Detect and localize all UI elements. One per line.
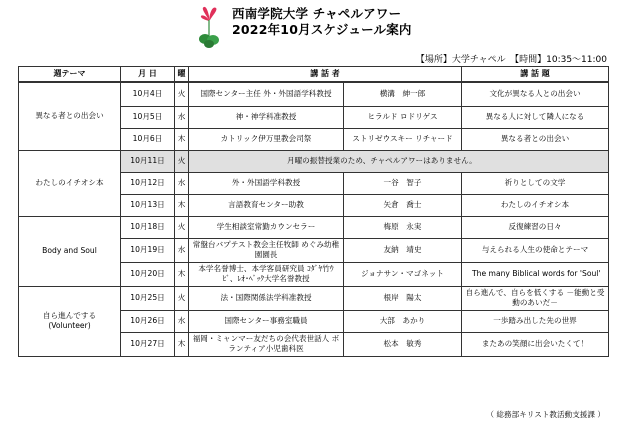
week-theme: 異なる者との出会い: [19, 82, 121, 150]
speaker-name: 一谷 智子: [344, 172, 462, 194]
talk-topic: 与えられる人生の使命とテーマ: [462, 238, 609, 262]
date-cell: 10月26日: [121, 310, 175, 332]
schedule-table: [18, 66, 609, 357]
table-row: [19, 216, 609, 238]
title-line-2: 2022年10月スケジュール案内: [232, 22, 412, 37]
dow-cell: 水: [175, 238, 189, 262]
speaker-name: ヒラルド ロドリゲス: [344, 106, 462, 128]
dow-cell: 木: [175, 262, 189, 286]
col-header-dow: 曜: [175, 67, 189, 83]
talk-topic: 自ら進んで、自らを低くする －能動と受動のあいだ－: [462, 286, 609, 310]
date-cell: 10月27日: [121, 332, 175, 356]
date-cell: 10月20日: [121, 262, 175, 286]
speaker-role: 国際センター主任 外・外国語学科教授: [189, 82, 344, 106]
talk-topic: またあの笑顔に出会いたくて！: [462, 332, 609, 356]
table-row: [19, 150, 609, 172]
dow-cell: 火: [175, 216, 189, 238]
talk-topic: 一歩踏み出した先の世界: [462, 310, 609, 332]
dow-cell: 火: [175, 82, 189, 106]
dow-cell: 火: [175, 150, 189, 172]
table-header-row: [19, 67, 609, 83]
date-cell: 10月13日: [121, 194, 175, 216]
dow-cell: 水: [175, 172, 189, 194]
talk-topic: 文化が異なる人との出会い: [462, 82, 609, 106]
date-cell: 10月12日: [121, 172, 175, 194]
speaker-role: 外・外国語学科教授: [189, 172, 344, 194]
dow-cell: 木: [175, 128, 189, 150]
date-cell: 10月25日: [121, 286, 175, 310]
date-cell: 10月6日: [121, 128, 175, 150]
dow-cell: 水: [175, 310, 189, 332]
date-cell: 10月5日: [121, 106, 175, 128]
cyclamen-logo: [198, 6, 220, 50]
dow-cell: 火: [175, 286, 189, 310]
week-theme: 自ら進んでする (Volunteer): [19, 286, 121, 356]
date-cell: 10月11日: [121, 150, 175, 172]
col-header-speakers: 講 話 者: [189, 67, 462, 83]
week-theme: わたしのイチオシ本: [19, 150, 121, 216]
title-line-1: 西南学院大学 チャペルアワー: [232, 6, 402, 21]
date-cell: 10月4日: [121, 82, 175, 106]
speaker-name: ストリゼウスキー リチャード: [344, 128, 462, 150]
speaker-role: 常盤台バプテスト教会主任牧師 めぐみ幼稚園園長: [189, 238, 344, 262]
place-time-info: 【場所】大学チャペル 【時間】10:35～11:00: [415, 55, 607, 65]
footer-department: （ 総務部キリスト教活動支援課 ）: [486, 410, 605, 419]
speaker-role: 福岡・ミャンマー友だちの会代表世話人 ボランティア小児歯科医: [189, 332, 344, 356]
table-row: [19, 286, 609, 310]
talk-topic: 異なる人に対して隣人になる: [462, 106, 609, 128]
speaker-name: 友納 靖史: [344, 238, 462, 262]
dow-cell: 木: [175, 332, 189, 356]
talk-topic: 反復練習の日々: [462, 216, 609, 238]
date-cell: 10月18日: [121, 216, 175, 238]
date-cell: 10月19日: [121, 238, 175, 262]
talk-topic: 異なる者との出会い: [462, 128, 609, 150]
speaker-role: 学生相談室常勤カウンセラー: [189, 216, 344, 238]
speaker-role: 神・神学科准教授: [189, 106, 344, 128]
dow-cell: 木: [175, 194, 189, 216]
col-header-theme: 週テーマ: [19, 67, 121, 83]
table-row: [19, 82, 609, 106]
col-header-date: 月 日: [121, 67, 175, 83]
speaker-role: 法・国際関係法学科准教授: [189, 286, 344, 310]
talk-topic: The many Biblical words for 'Soul': [462, 262, 609, 286]
speaker-name: 梅原 永実: [344, 216, 462, 238]
talk-topic: わたしのイチオシ本: [462, 194, 609, 216]
speaker-role: 本学名誉博士、本学客員研究員 ｺﾀﾞﾔ竹ｳﾋﾞ、ﾚｵ･ﾍﾞｯｸ大学名誉教授: [189, 262, 344, 286]
speaker-name: 矢倉 喬士: [344, 194, 462, 216]
no-service-notice: 月曜の振替授業のため、チャペルアワーはありません。: [189, 150, 609, 172]
speaker-role: カトリック伊万里教会司祭: [189, 128, 344, 150]
speaker-role: 国際センター事務室職員: [189, 310, 344, 332]
speaker-name: 横溝 紳一郎: [344, 82, 462, 106]
speaker-name: ジョナサン・マゴネット: [344, 262, 462, 286]
col-header-topic: 講 話 題: [462, 67, 609, 83]
speaker-name: 大部 あかり: [344, 310, 462, 332]
dow-cell: 水: [175, 106, 189, 128]
speaker-role: 言語教育センター助教: [189, 194, 344, 216]
week-theme: Body and Soul: [19, 216, 121, 286]
speaker-name: 松本 敏秀: [344, 332, 462, 356]
speaker-name: 根岸 陽太: [344, 286, 462, 310]
page-title: [232, 6, 412, 38]
talk-topic: 祈りとしての文学: [462, 172, 609, 194]
